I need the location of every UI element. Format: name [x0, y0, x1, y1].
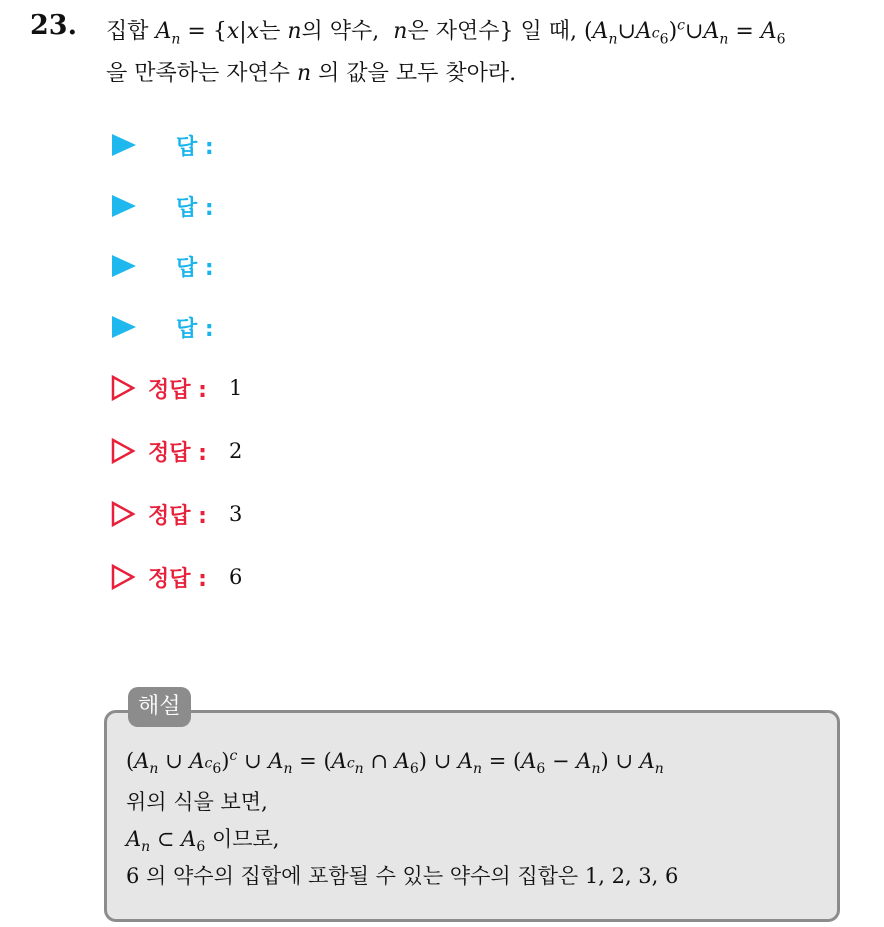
- question-number: 23.: [30, 10, 77, 41]
- question-condition: 일 때,: [520, 19, 577, 44]
- correct-answer-label: 정답 :: [148, 503, 207, 529]
- answer-label: 답 :: [176, 316, 214, 342]
- play-icon: [112, 134, 136, 156]
- correct-answer-label: 정답 :: [148, 566, 207, 592]
- correct-answer-value: 2: [228, 439, 243, 463]
- answer-row: [0, 189, 214, 223]
- question-line-1: 집합 $A_n = \{x|x$는 n의 약수, n은 자연수} 일 때, $(A_n\cup A_{^c6})^c\cup A_n = A_6$: [106, 17, 786, 48]
- answer-row: [0, 310, 214, 344]
- explanation-line-3: $A_n$ ⊂ $A_6$ 이므로,: [126, 827, 280, 856]
- answer-row: [0, 249, 214, 283]
- explanation-line-4: 6 의 약수의 집합에 포함될 수 있는 약수의 집합은 1, 2, 3, 6: [126, 864, 679, 888]
- explanation-line-1: ($A_n$ ∪ $A_{^c6})^c$ ∪ $A_n = (A_{^cn}$ ∩ $A_6$) ∪ $A_n = (A_6 - A_n)$ ∪ $A_n$: [126, 748, 664, 778]
- correct-answer-row: [0, 371, 242, 405]
- outline-triangle-icon: [110, 564, 136, 590]
- outline-triangle-icon: [110, 375, 136, 401]
- question-line-2: 을 만족하는 자연수 n 의 값을 모두 찾아라.: [106, 61, 517, 86]
- correct-answer-value: 1: [228, 376, 243, 400]
- correct-answer-value: 6: [228, 565, 243, 589]
- question-intro: 집합: [106, 19, 149, 44]
- outline-triangle-icon: [110, 438, 136, 464]
- play-icon: [112, 195, 136, 217]
- explanation-line-2: 위의 식을 보면,: [126, 790, 268, 814]
- explanation-box: [104, 710, 840, 922]
- play-icon: [112, 255, 136, 277]
- correct-answer-row: [0, 560, 242, 594]
- answer-label: 답 :: [176, 255, 214, 281]
- set-definition: {x|x는 n의 약수, n은 자연수}: [212, 19, 514, 44]
- play-icon: [112, 316, 136, 338]
- explanation-tag: 해설: [128, 687, 191, 727]
- outline-triangle-icon: [110, 501, 136, 527]
- correct-answer-row: [0, 497, 242, 531]
- correct-answer-row: [0, 434, 242, 468]
- correct-answer-value: 3: [228, 502, 243, 526]
- correct-answer-label: 정답 :: [148, 440, 207, 466]
- condition-expression: $(A_n\cup A_{^c6})^c\cup A_n = A_6$: [583, 17, 786, 48]
- answer-row: [0, 128, 214, 162]
- correct-answer-label: 정답 :: [148, 377, 207, 403]
- answer-label: 답 :: [176, 195, 214, 221]
- answer-label: 답 :: [176, 134, 214, 160]
